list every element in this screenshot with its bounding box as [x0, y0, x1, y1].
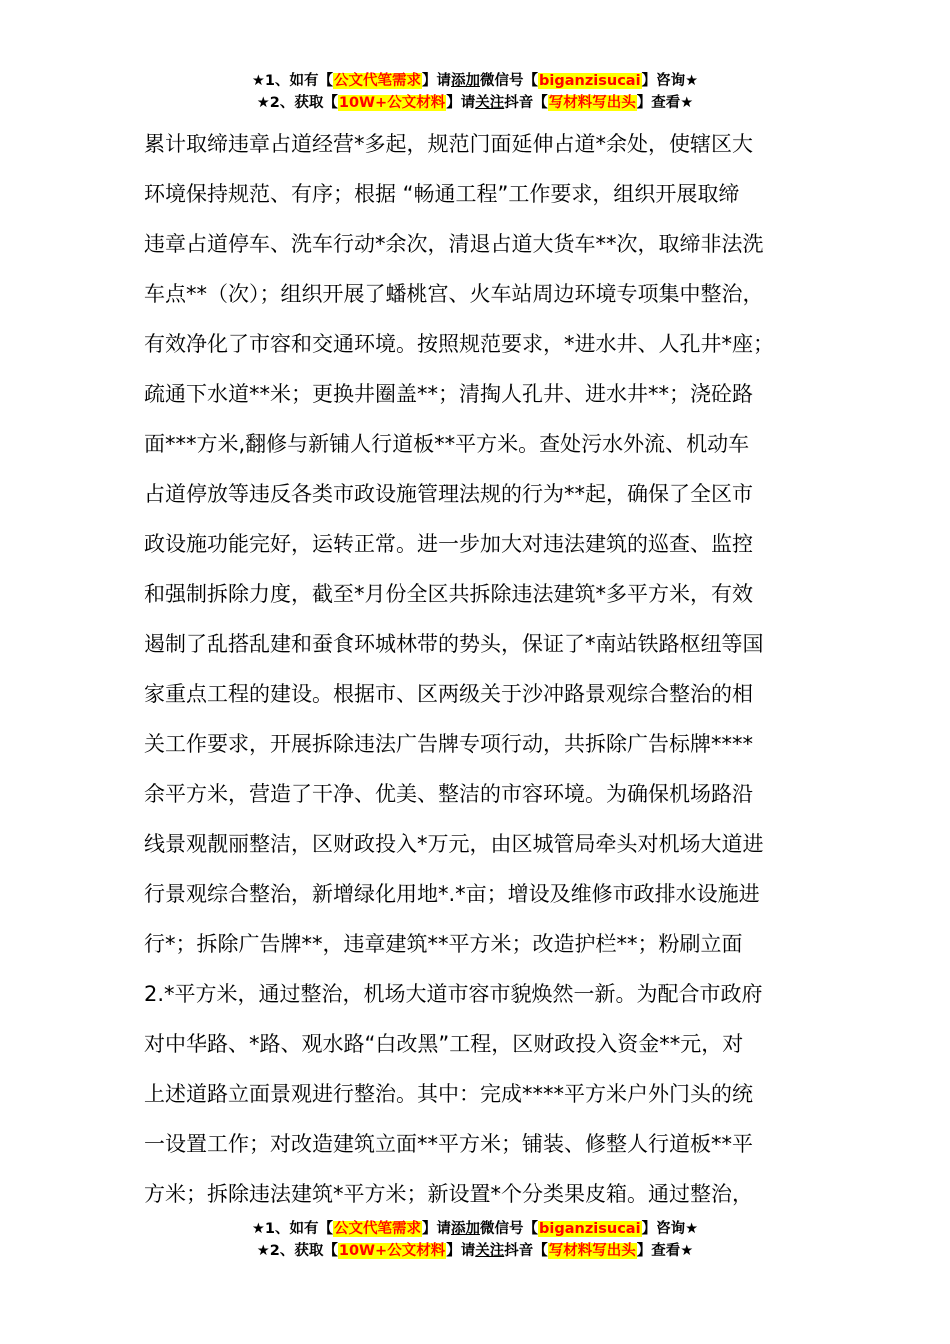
- top-banner: [0, 70, 950, 114]
- body-line: 余平方米，营造了干净、优美、整洁的市容环境。为确保机场路沿: [144, 782, 753, 806]
- banner-line-2-highlight-account: 写材料写出头: [548, 95, 636, 111]
- banner-line-2-prefix: ★2、获取【: [256, 1243, 338, 1259]
- banner-line-1-mid2: 微信号【: [480, 73, 539, 89]
- banner-line-1-mid2: 微信号【: [480, 1221, 539, 1237]
- banner-line-2: [0, 92, 950, 114]
- banner-line-1-highlight-wechat: biganzisucai: [539, 73, 641, 89]
- banner-line-2-emphasis: 关注: [475, 95, 505, 111]
- body-line: 累计取缔违章占道经营*多起，规范门面延伸占道*余处，使辖区大: [144, 132, 753, 156]
- body-line: 面***方米,翻修与新铺人行道板**平方米。查处污水外流、机动车: [144, 432, 750, 456]
- banner-line-1-highlight-service: 公文代笔需求: [334, 73, 422, 89]
- banner-line-1-highlight-wechat: biganzisucai: [539, 1221, 641, 1237]
- banner-line-1-mid: 】请: [422, 73, 452, 89]
- banner-line-1: [0, 1218, 950, 1240]
- body-line: 和强制拆除力度，截至*月份全区共拆除违法建筑*多平方米，有效: [144, 582, 753, 606]
- banner-line-2: [0, 1240, 950, 1262]
- bottom-banner: [0, 1218, 950, 1262]
- body-line: 对中华路、*路、观水路“白改黑”工程，区财政投入资金**元，对: [144, 1032, 744, 1056]
- body-line: 遏制了乱搭乱建和蚕食环城林带的势头，保证了*南站铁路枢纽等国: [144, 632, 764, 656]
- banner-line-2-suffix: 】查看★: [636, 1243, 694, 1259]
- banner-line-1-suffix: 】咨询★: [641, 73, 699, 89]
- banner-line-1-emphasis: 添加: [451, 73, 481, 89]
- body-line: 线景观靓丽整洁，区财政投入*万元，由区城管局牵头对机场大道进: [144, 832, 764, 856]
- banner-line-1-prefix: ★1、如有【: [251, 73, 334, 89]
- banner-line-1-emphasis: 添加: [451, 1221, 481, 1237]
- banner-line-1-prefix: ★1、如有【: [251, 1221, 334, 1237]
- body-line: 上述道路立面景观进行整治。其中：完成****平方米户外门头的统: [144, 1082, 753, 1106]
- banner-line-2-highlight-materials: 10W+公文材料: [338, 95, 446, 111]
- body-line: 占道停放等违反各类市政设施管理法规的行为**起，确保了全区市: [144, 482, 753, 506]
- banner-line-1-suffix: 】咨询★: [641, 1221, 699, 1237]
- banner-line-2-mid: 】请: [446, 1243, 476, 1259]
- body-line: 一设置工作；对改造建筑立面**平方米；铺装、修整人行道板**平: [144, 1132, 753, 1156]
- banner-line-2-mid2: 抖音【: [504, 1243, 548, 1259]
- banner-line-2-prefix: ★2、获取【: [256, 95, 338, 111]
- banner-line-1-highlight-service: 公文代笔需求: [334, 1221, 422, 1237]
- banner-line-2-emphasis: 关注: [475, 1243, 505, 1259]
- banner-line-2-highlight-materials: 10W+公文材料: [338, 1243, 446, 1259]
- body-line: 行景观综合整治，新增绿化用地*.*亩；增设及维修市政排水设施进: [144, 882, 760, 906]
- body-line: 家重点工程的建设。根据市、区两级关于沙冲路景观综合整治的相: [144, 682, 753, 706]
- body-line: 关工作要求，开展拆除违法广告牌专项行动，共拆除广告标牌****: [144, 732, 753, 756]
- banner-line-2-highlight-account: 写材料写出头: [548, 1243, 636, 1259]
- body-line: 车点**（次）；组织开展了蟠桃宫、火车站周边环境专项集中整治，: [144, 282, 764, 306]
- banner-line-2-mid: 】请: [446, 95, 476, 111]
- body-line: 方米；拆除违法建筑*平方米；新设置*个分类果皮箱。通过整治，: [144, 1182, 753, 1206]
- body-line: 2.*平方米，通过整治，机场大道市容市貌焕然一新。为配合市政府: [144, 982, 763, 1006]
- banner-line-2-mid2: 抖音【: [504, 95, 548, 111]
- banner-line-2-suffix: 】查看★: [636, 95, 694, 111]
- body-line: 有效净化了市容和交通环境。按照规范要求，*进水井、人孔井*座；: [144, 332, 774, 356]
- body-line: 疏通下水道**米；更换井圈盖**；清掏人孔井、进水井**；浇砼路: [144, 382, 753, 406]
- body-line: 违章占道停车、洗车行动*余次，清退占道大货车**次，取缔非法洗: [144, 232, 764, 256]
- banner-line-1: [0, 70, 950, 92]
- document-body: [144, 119, 844, 1219]
- banner-line-1-mid: 】请: [422, 1221, 452, 1237]
- body-line: 政设施功能完好，运转正常。进一步加大对违法建筑的巡查、监控: [144, 532, 753, 556]
- body-line: 环境保持规范、有序；根据 “畅通工程”工作要求，组织开展取缔: [144, 182, 740, 206]
- body-line: 行*；拆除广告牌**，违章建筑**平方米；改造护栏**；粉刷立面: [144, 932, 743, 956]
